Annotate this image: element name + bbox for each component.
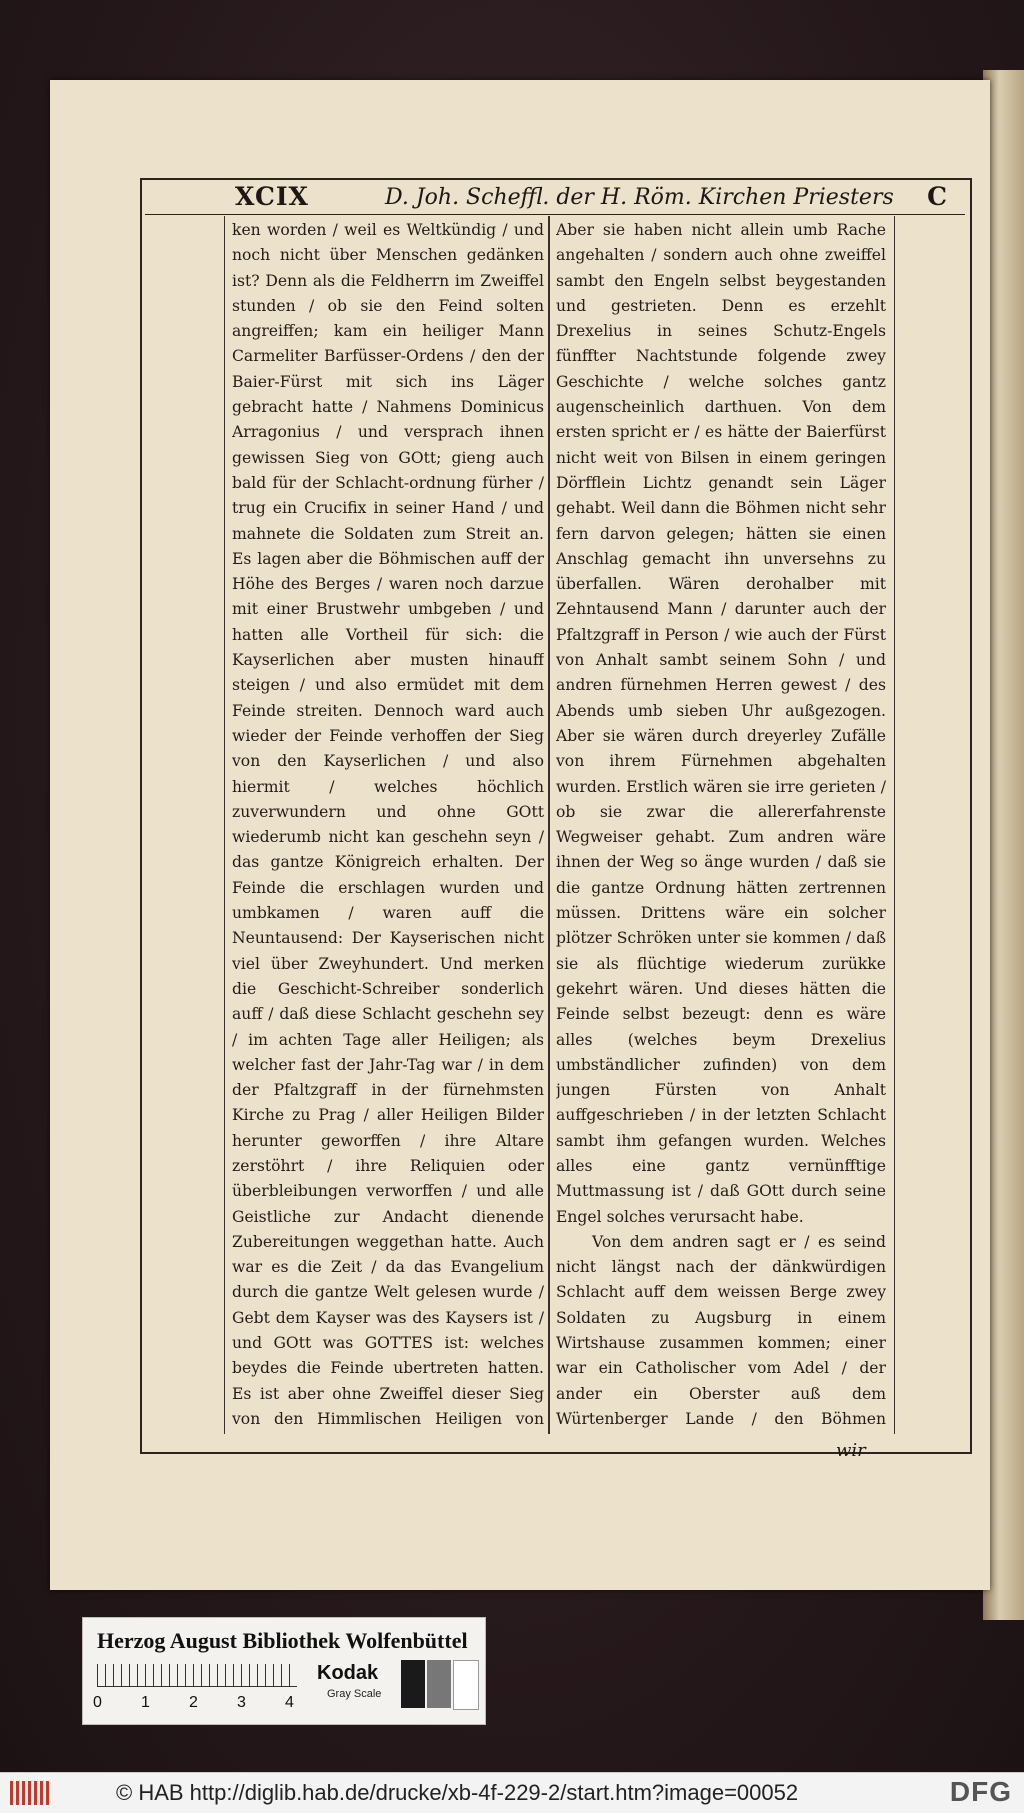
catchword: wir bbox=[836, 1440, 866, 1461]
dfg-logo: DFG bbox=[949, 1776, 1012, 1807]
ruler-number: 1 bbox=[141, 1694, 150, 1711]
right-column bbox=[556, 218, 886, 1433]
ruler-number: 2 bbox=[189, 1694, 198, 1711]
gray-swatch-mid bbox=[427, 1660, 451, 1708]
viewer-footer bbox=[0, 1772, 1024, 1813]
right-paragraph-2: Von dem andren sagt er / es seind nicht längst nach der dänkwürdigen Schlacht auff dem weissen Berge zwey Soldaten zu Augsburg in einem Wirtshause zusammen kommen; einer war ein Catholischer vom Adel / der ander ein Oberster auß dem Würtenberger Lande / den Böhmen bbox=[556, 1232, 886, 1428]
left-column bbox=[232, 218, 544, 1433]
source-url[interactable]: © HAB http://diglib.hab.de/drucke/xb-4f-229-2/start.htm?image=00052 bbox=[116, 1780, 799, 1805]
column-rule-right bbox=[894, 216, 895, 1434]
kodak-brand: Kodak bbox=[317, 1662, 379, 1684]
ruler-scale bbox=[97, 1664, 297, 1687]
gray-scale-caption: Gray Scale bbox=[327, 1688, 382, 1700]
ruler-number: 3 bbox=[237, 1694, 246, 1711]
library-name: Herzog August Bibliothek Wolfenbüttel bbox=[97, 1628, 468, 1653]
ruler-number: 4 bbox=[285, 1694, 294, 1711]
left-paragraph: ken worden / weil es Weltkündig / und noch nicht über Menschen gedänken ist? Denn als die Feldherrn im Zweiffel stunden / ob sie den Feind solten angreiffen; kam ein heiliger Mann Carmeliter Barfüsser-Ordens / den der Baier-Fürst mit sich ins Läger gebracht hatte / Nahmens Dominicus Arragonius / und versprach ihnen gewissen Sieg von GOtt; gieng auch bald für der Schlacht-ordnung fürher / trug ein Crucifix in seiner Hand / und mahnete die Soldaten zum Streit an. Es lagen aber die Böhmischen auff der Höhe des Berges / waren noch darzue mit einer Brustwehr umbgeben / und hatten alle Vortheil für sich: die Kayserlichen aber musten hinauff steigen / und also ermüdet mit dem Feinde streiten. Dennoch ward auch wieder der Feinde verhoffen der Sieg von den Kayserlichen / und also hiermit / welches höchlich zuverwundern und ohne GOtt wiederumb nicht kan geschehn seyn / das gantze Königreich erhalten. Der Feinde die erschlagen wurden und umbkamen / waren auff die Neuntausend: Der Kayserischen nicht viel über Zweyhundert. Und merken die Geschicht-Schreiber sonderlich auff / daß diese Schlacht geschehn sey / im achten Tage aller Heiligen; als welcher fast der Jahr-Tag war / in dem der Pfaltzgraff in der fürnehmsten Kirche zu Prag / aller Heiligen Bilder herunter geworffen / ihre Altare zerstöhrt / ihre Reliquien oder überbleibungen verworffen / und alle Geistliche zur Andacht dienende Zubereitungen weggethan hatte. Auch war es die Zeit / da das Evangelium durch die gantze Welt gelesen wurde / Gebt dem Kayser was des Kaysers ist / und GOtt was GOTTES ist: welches beydes die Feinde ubertreten hatten. Es ist aber ohne Zweiffel dieser Sieg von den Himmlischen Heiligen von bbox=[232, 221, 544, 1428]
folio-number: XCIX bbox=[235, 182, 309, 211]
page-header bbox=[145, 180, 965, 215]
gray-swatch-black bbox=[401, 1660, 425, 1708]
column-rule-left bbox=[224, 216, 225, 1434]
page-number: C bbox=[927, 182, 947, 211]
gray-swatch-white bbox=[453, 1660, 479, 1710]
hab-logo-icon bbox=[10, 1781, 50, 1805]
library-label-card bbox=[82, 1617, 486, 1725]
column-divider bbox=[548, 216, 550, 1434]
ruler-number: 0 bbox=[93, 1694, 102, 1711]
running-title: D. Joh. Scheffl. der H. Röm. Kirchen Priesters bbox=[385, 185, 894, 210]
right-paragraph-1: Aber sie haben nicht allein umb Rache angehalten / sondern auch ohne zweiffel sambt den Engeln selbst beygestanden und gestrieten. Denn es erzehlt Drexelius in seines Schutz-Engels fünffter Nachtstunde folgende zwey Geschichte / welche solches gantz augenscheinlich darthuen. Von dem ersten spricht er / es hätte der Baierfürst nicht weit von Bilsen in einem geringen Dörfflein Lichtz genandt sein Läger gehabt. Weil dann die Böhmen nicht sehr fern darvon gelegen; hätten sie einen Anschlag gemacht ihn unversehns zu überfallen. Wären derohalber mit Zehntausend Mann / darunter auch der Pfaltzgraff in Person / wie auch der Fürst von Anhalt sambt seinem Sohn / und andren fürnehmen Herren gewest / des Abends umb sieben Uhr außgezogen. Aber sie wären durch dreyerley Zufälle von ihrem Fürnehmen abgehalten wurden. Erstlich wären sie irre gerieten / ob sie zwar die allererfahrenste Wegweiser gehabt. Zum andren wäre ihnen der Weg so änge wurden / daß sie die gantze Ordnung hätten zertrennen müssen. Drittens wäre ein solcher plötzer Schröken unter sie kommen / daß sie als flüchtige wiederum zurükke gekehrt wären. Und dieses hätten die Feinde selbst bezeugt: denn es wäre alles (welches beym Drexelius umbständlicher zufinden) von dem jungen Fürsten von Anhalt auffgeschrieben / in der letzten Schlacht sambt ihm gefangen wurden. Welches alles eine gantz vernünfftige Muttmassung ist / daß GOtt durch seine Engel solches verursacht habe. bbox=[556, 221, 886, 1226]
